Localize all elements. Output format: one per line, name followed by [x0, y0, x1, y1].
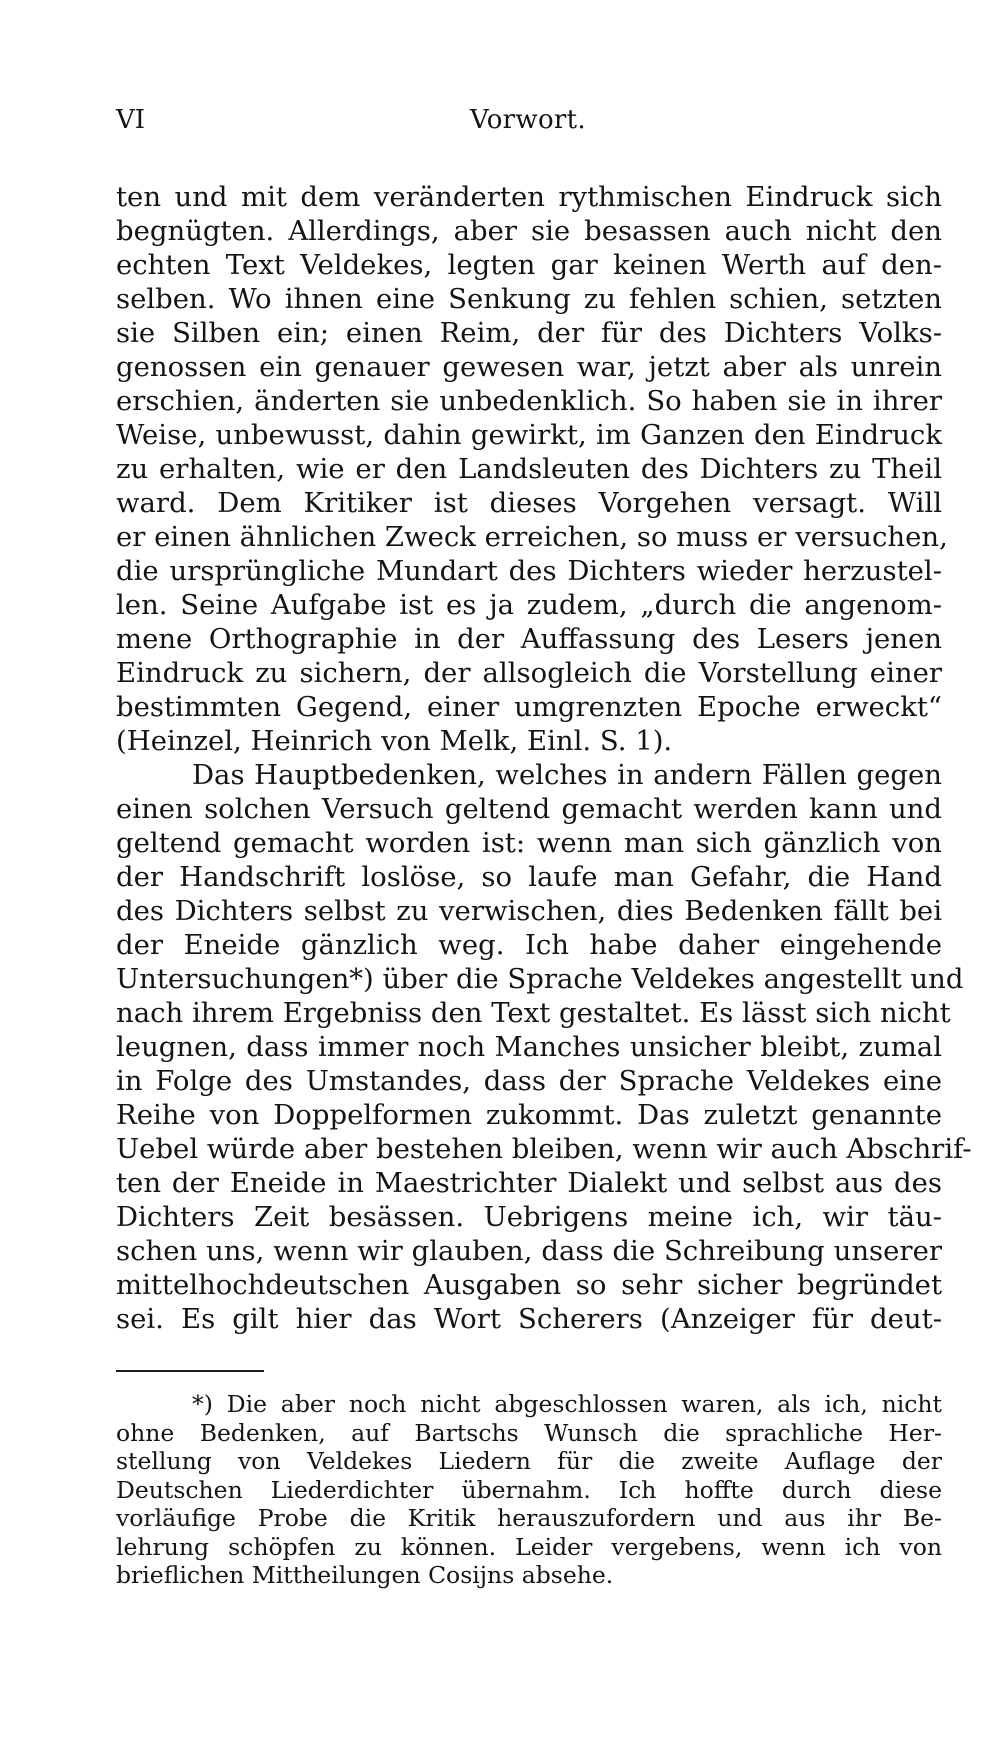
footnote-line: *) Die aber noch nicht abgeschlossen waren, als ich, nicht — [192, 1390, 942, 1418]
footnote-line: vorläufige Probe die Kritik herauszufordern und aus ihr Be- — [116, 1504, 942, 1532]
footnote-line: Deutschen Liederdichter übernahm. Ich hoffte durch diese — [116, 1475, 942, 1504]
text-line: bestimmten Gegend, einer umgrenzten Epoche erweckt“ — [116, 691, 942, 723]
page-header — [116, 100, 940, 140]
text-line: mittelhochdeutschen Ausgaben so sehr sicher begründet — [116, 1269, 942, 1301]
text-line-paragraph-end: (Heinzel, Heinrich von Melk, Einl. S. 1). — [116, 725, 673, 757]
text-line: Reihe von Doppelformen zukommt. Das zuletzt genannte — [116, 1099, 942, 1131]
text-line: Dichters Zeit besässen. Uebrigens meine ich, wir täu- — [116, 1201, 942, 1233]
text-line: mene Orthographie in der Auffassung des Lesers jenen — [116, 623, 942, 655]
footnote-line: stellung von Veldekes Liedern für die zweite Auflage der — [116, 1447, 942, 1475]
text-line: echten Text Veldekes, legten gar keinen Werth auf den- — [116, 249, 942, 281]
footnote — [116, 1390, 942, 1590]
text-line: die ursprüngliche Mundart des Dichters wieder herzustel- — [116, 555, 942, 587]
text-line: ten der Eneide in Maestrichter Dialekt und selbst aus des — [116, 1167, 942, 1199]
text-line: leugnen, dass immer noch Manches unsicher bleibt, zumal — [116, 1031, 942, 1063]
footnote-divider — [116, 1370, 264, 1372]
text-line: Untersuchungen*) über die Sprache Veldekes angestellt und — [116, 963, 964, 995]
text-line: sei. Es gilt hier das Wort Scherers (Anzeiger für deut- — [116, 1303, 942, 1335]
text-line-paragraph-start: Das Hauptbedenken, welches in andern Fällen gegen — [192, 759, 942, 791]
text-line: der Eneide gänzlich weg. Ich habe daher eingehende — [116, 929, 942, 961]
text-line: geltend gemacht worden ist: wenn man sich gänzlich von — [116, 827, 942, 859]
text-line: ward. Dem Kritiker ist dieses Vorgehen versagt. Will — [116, 487, 942, 519]
page-number: VI — [116, 105, 146, 135]
text-line: einen solchen Versuch geltend gemacht werden kann und — [116, 793, 942, 825]
text-line: nach ihrem Ergebniss den Text gestaltet. Es lässt sich nicht — [116, 997, 951, 1029]
text-line: Weise, unbewusst, dahin gewirkt, im Ganzen den Eindruck — [116, 419, 942, 451]
text-line: des Dichters selbst zu verwischen, dies Bedenken fällt bei — [116, 895, 942, 927]
text-line: schen uns, wenn wir glauben, dass die Schreibung unserer — [116, 1235, 942, 1267]
text-line: er einen ähnlichen Zweck erreichen, so muss er versuchen, — [116, 521, 948, 553]
text-line: selben. Wo ihnen eine Senkung zu fehlen schien, setzten — [116, 283, 942, 315]
running-title: Vorwort. — [470, 105, 586, 135]
text-line: Eindruck zu sichern, der allsogleich die Vorstellung einer — [116, 657, 942, 689]
body-text — [116, 180, 972, 1336]
text-line: len. Seine Aufgabe ist es ja zudem, „durch die angenom- — [116, 589, 942, 621]
text-line: in Folge des Umstandes, dass der Sprache Veldekes eine — [116, 1065, 942, 1097]
text-line: ten und mit dem veränderten rythmischen Eindruck sich — [116, 181, 942, 213]
text-line: Uebel würde aber bestehen bleiben, wenn wir auch Abschrif- — [116, 1133, 972, 1165]
text-line: begnügten. Allerdings, aber sie besassen auch nicht den — [116, 215, 942, 247]
footnote-line: brieflichen Mittheilungen Cosijns absehe. — [116, 1561, 614, 1589]
text-line: genossen ein genauer gewesen war, jetzt aber als unrein — [116, 351, 942, 383]
text-line: erschien, änderten sie unbedenklich. So haben sie in ihrer — [116, 385, 942, 417]
footnote-line: ohne Bedenken, auf Bartschs Wunsch die sprachliche Her- — [116, 1418, 942, 1447]
text-line: zu erhalten, wie er den Landsleuten des Dichters zu Theil — [116, 453, 942, 485]
footnote-line: lehrung schöpfen zu können. Leider vergebens, wenn ich von — [116, 1532, 942, 1561]
text-line: der Handschrift loslöse, so laufe man Gefahr, die Hand — [116, 861, 942, 893]
text-line: sie Silben ein; einen Reim, der für des Dichters Volks- — [116, 317, 942, 349]
